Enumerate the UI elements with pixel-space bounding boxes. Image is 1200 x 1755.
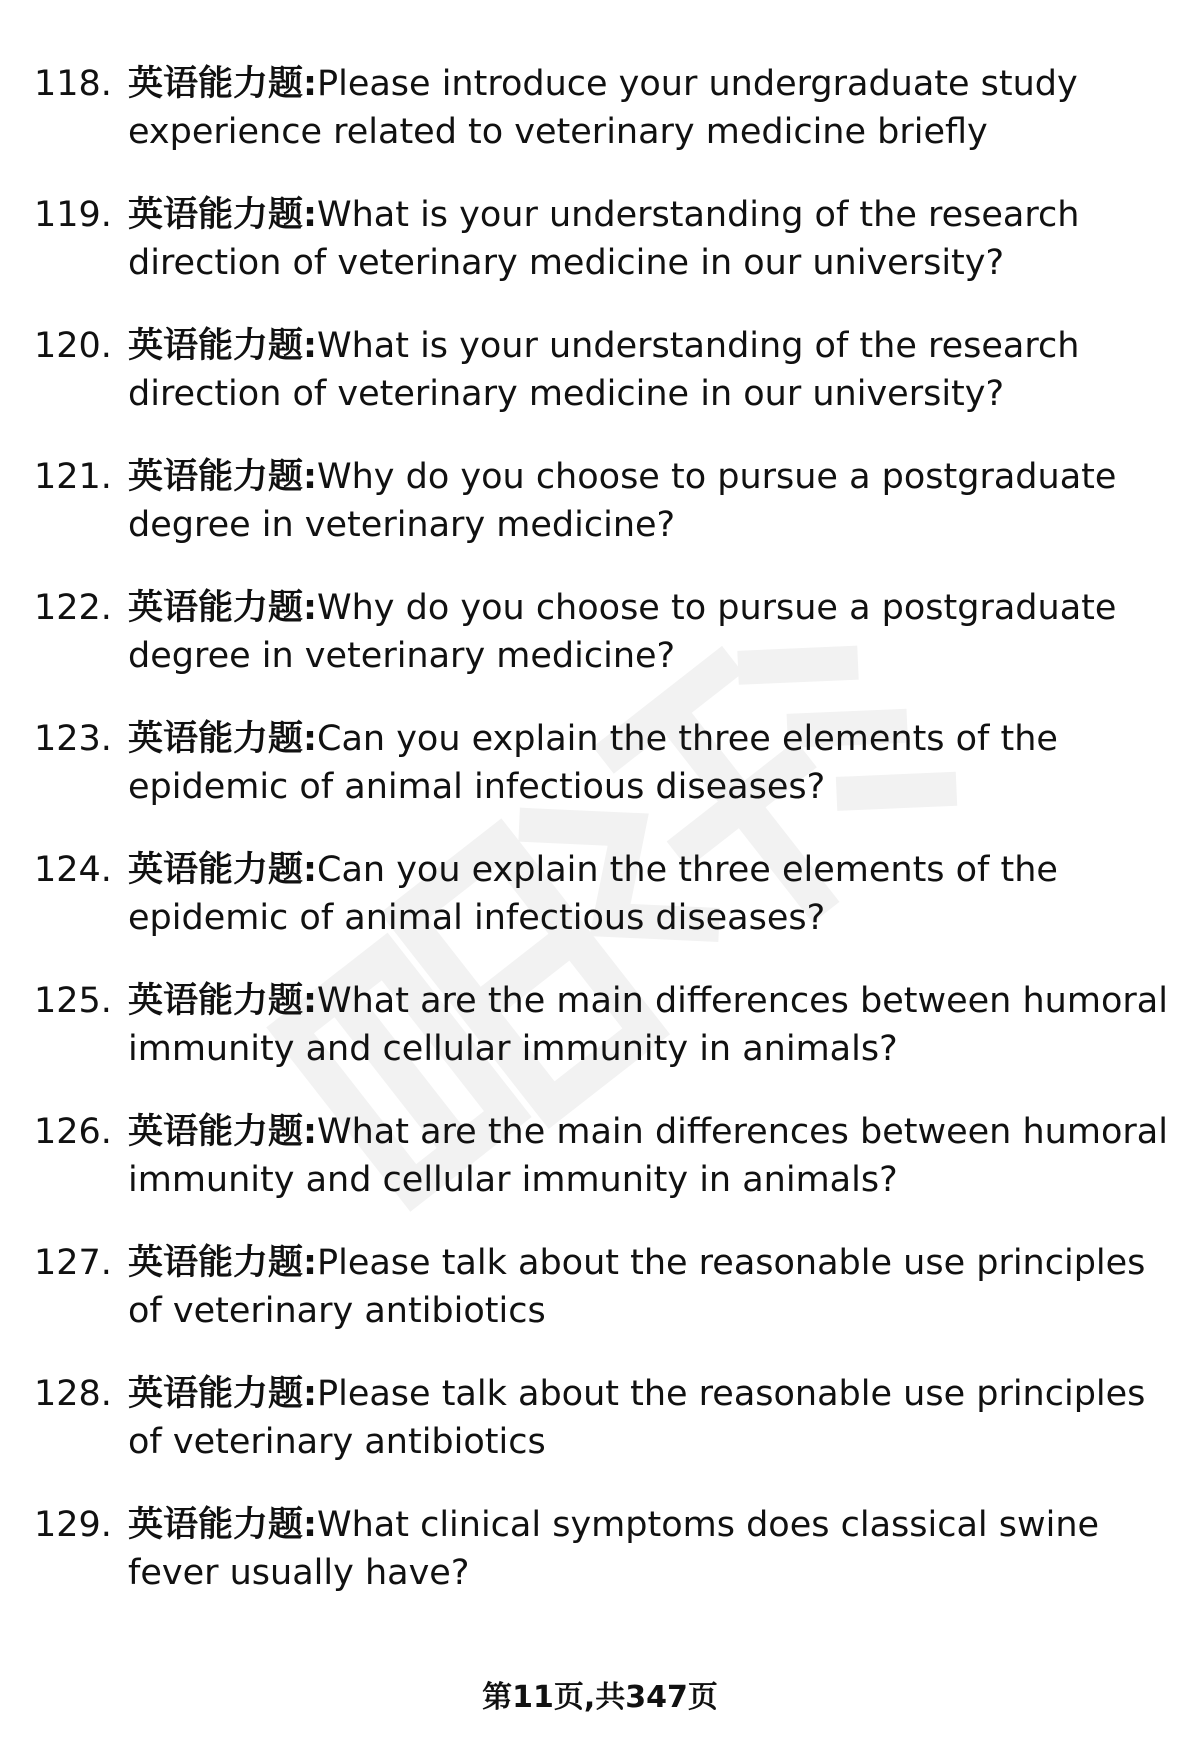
question-text-block (128, 1108, 1170, 1204)
question-text-block (128, 453, 1170, 549)
question-item (34, 584, 1170, 680)
question-prefix: 英语能力题: (128, 1243, 317, 1283)
question-number: 126. (34, 1112, 112, 1152)
question-number: 125. (34, 981, 112, 1021)
question-prefix: 英语能力题: (128, 195, 317, 235)
question-text-block (128, 1370, 1170, 1466)
question-text: Can you explain the three elements of the epidemic of animal infectious diseases? (128, 719, 1058, 807)
question-text-block (128, 60, 1170, 156)
question-prefix: 英语能力题: (128, 719, 317, 759)
question-text: What is your understanding of the research direction of veterinary medicine in our university? (128, 326, 1080, 414)
question-item (34, 322, 1170, 418)
question-prefix: 英语能力题: (128, 850, 317, 890)
question-item (34, 60, 1170, 156)
question-text: Please introduce your undergraduate study experience related to veterinary medicine briefly (128, 64, 1078, 152)
question-text: What is your understanding of the research direction of veterinary medicine in our university? (128, 195, 1080, 283)
question-number: 129. (34, 1505, 112, 1545)
question-number: 122. (34, 588, 112, 628)
question-number: 119. (34, 195, 112, 235)
question-item (34, 846, 1170, 942)
question-number: 124. (34, 850, 112, 890)
question-text: Please talk about the reasonable use principles of veterinary antibiotics (128, 1243, 1146, 1331)
question-text-block (128, 322, 1170, 418)
question-item (34, 715, 1170, 811)
question-text-block (128, 1239, 1170, 1335)
page-footer: 第11页,共347页 (482, 1680, 718, 1715)
question-text: What are the main differences between humoral immunity and cellular immunity in animals? (128, 981, 1168, 1069)
question-number: 121. (34, 457, 112, 497)
question-text: Why do you choose to pursue a postgraduate degree in veterinary medicine? (128, 457, 1117, 545)
question-text: Please talk about the reasonable use principles of veterinary antibiotics (128, 1374, 1146, 1462)
question-text-block (128, 584, 1170, 680)
question-text-block (128, 846, 1170, 942)
question-item (34, 1108, 1170, 1204)
question-text-block (128, 715, 1170, 811)
question-item (34, 1239, 1170, 1335)
question-number: 128. (34, 1374, 112, 1414)
question-prefix: 英语能力题: (128, 64, 317, 104)
question-number: 118. (34, 64, 112, 104)
question-prefix: 英语能力题: (128, 457, 317, 497)
question-text: Why do you choose to pursue a postgraduate degree in veterinary medicine? (128, 588, 1117, 676)
question-number: 127. (34, 1243, 112, 1283)
question-item (34, 191, 1170, 287)
question-item (34, 453, 1170, 549)
question-text: Can you explain the three elements of the epidemic of animal infectious diseases? (128, 850, 1058, 938)
question-item (34, 1370, 1170, 1466)
question-text-block (128, 1501, 1170, 1597)
question-text: What are the main differences between humoral immunity and cellular immunity in animals? (128, 1112, 1168, 1200)
question-prefix: 英语能力题: (128, 1374, 317, 1414)
question-prefix: 英语能力题: (128, 1112, 317, 1152)
question-text: What clinical symptoms does classical swine fever usually have? (128, 1505, 1100, 1593)
question-text-block (128, 191, 1170, 287)
question-text-block (128, 977, 1170, 1073)
question-item (34, 977, 1170, 1073)
question-prefix: 英语能力题: (128, 1505, 317, 1545)
question-number: 123. (34, 719, 112, 759)
question-number: 120. (34, 326, 112, 366)
question-prefix: 英语能力题: (128, 588, 317, 628)
question-prefix: 英语能力题: (128, 326, 317, 366)
question-prefix: 英语能力题: (128, 981, 317, 1021)
question-item (34, 1501, 1170, 1597)
question-list (34, 60, 1170, 1632)
